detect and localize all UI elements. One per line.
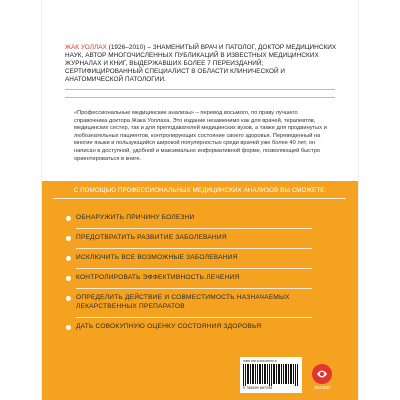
benefit-item: КОНТРОЛИРОВАТЬ ЭФФЕКТИВНОСТЬ ЛЕЧЕНИЯ [76, 274, 240, 281]
bullet-icon [66, 325, 71, 330]
benefits-title: С ПОМОЩЬЮ ПРОФЕССИОНАЛЬНЫХ МЕДИЦИНСКИХ АНАЛИЗОВ ВЫ СМОЖЕТЕ: [73, 187, 327, 194]
bullet-icon [66, 236, 71, 241]
benefit-separator [76, 268, 312, 269]
benefits-title-divider [53, 198, 346, 199]
barcode-bars-icon [243, 364, 299, 386]
bullet-icon [66, 276, 71, 281]
isbn-text: ISBN 978-5-699-68709-8 [243, 359, 277, 363]
author-name: ЖАК УОЛЛАХ [65, 44, 107, 51]
benefit-item: ПРЕДОТВРАТИТЬ РАЗВИТИЕ ЗАБОЛЕВАНИЯ [76, 234, 227, 241]
publisher-logo [310, 363, 334, 393]
benefit-item: ДАТЬ СОВОКУПНУЮ ОЦЕНКУ СОСТОЯНИЯ ЗДОРОВЬЯ [76, 323, 262, 330]
author-bio-text: (1926–2010) – ЗНАМЕНИТЫЙ ВРАЧ И ПАТОЛОГ, ДОКТОР МЕДИЦИНСКИХ НАУК, АВТОР МНОГОЧИСЛЕННЫХ ПУБЛИКАЦИЙ В ИЗВЕСТНЫХ МЕДИЦИНСКИХ ЖУРНАЛАХ И КНИГ, ВЫДЕРЖАВШИХ БОЛЕЕ 7 ПЕРЕИЗДАНИЙ; СЕРТИФИЦИРОВАННЫЙ СПЕЦИАЛИСТ В ОБЛАСТИ КЛИНИЧЕСКОЙ И АНАТОМИЧЕСКОЙ ПАТОЛОГИИ. [65, 44, 337, 84]
barcode-digits: 9 785699 687098 [243, 386, 273, 390]
benefit-separator [76, 288, 312, 289]
bullet-icon [66, 296, 71, 301]
author-bio [65, 44, 341, 84]
benefit-item: ОБНАРУЖИТЬ ПРИЧИНУ БОЛЕЗНИ [76, 214, 195, 221]
benefit-separator [76, 248, 312, 249]
divider-top [65, 89, 335, 90]
publisher-name: ЭКСМО [313, 385, 331, 390]
barcode [240, 357, 302, 393]
eksmo-logo-icon [310, 363, 334, 385]
bullet-icon [66, 216, 71, 221]
benefit-separator [76, 317, 312, 318]
benefit-item: ОПРЕДЕЛИТЬ ДЕЙСТВИЕ И СОВМЕСТИМОСТЬ НАЗНАЧАЕМЫХ ЛЕКАРСТВЕННЫХ ПРЕПАРАТОВ [76, 294, 290, 310]
bullet-icon [66, 256, 71, 261]
benefit-item: ИСКЛЮЧИТЬ ВСЕ ВОЗМОЖНЫЕ ЗАБОЛЕВАНИЯ [76, 254, 238, 261]
benefit-separator [76, 228, 312, 229]
book-description: «Профессиональные медицинские анализы» – перевод восьмого, по праву лучшего справочника доктора Жака Уоллаха. Это издание незаменимо как для врачей, терапевтов, медицинских сестер, так и для преподавателей медицинских вузов, а также для продвинутых и любознательных пациентов, контролирующих состояние своего здоровья. Переведенный на многие языки и пользующийся широкой популярностью среди врачей уже более 40 лет, он написан в доступной, удобной и максимально информативной форме, позволяющей быстро ориентироваться в книге. [74, 110, 327, 162]
divider-bottom [65, 97, 335, 98]
